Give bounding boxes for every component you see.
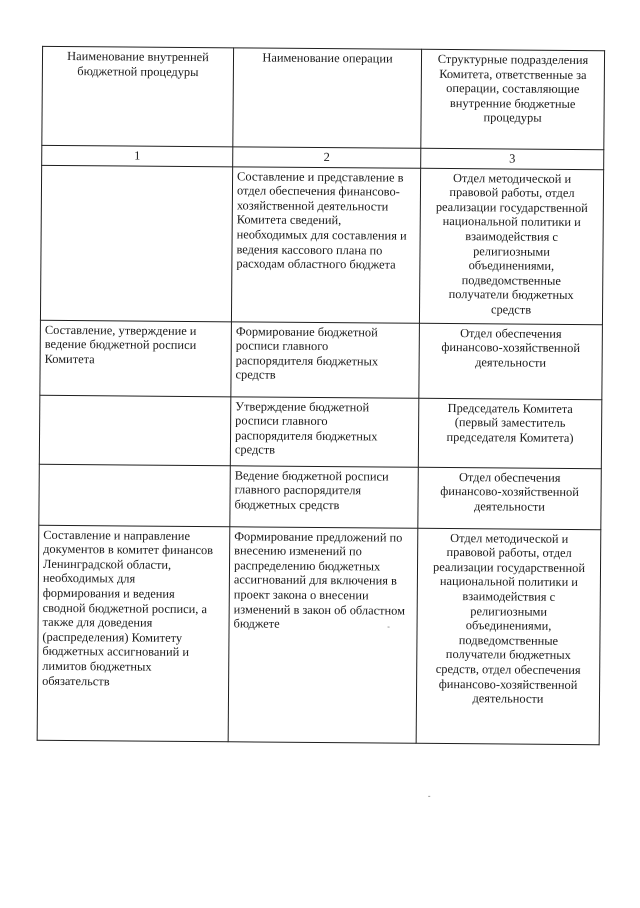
operation-cell xyxy=(230,465,418,527)
units-text: Отдел обеспечения финансово-хозяйственной деятельности xyxy=(440,469,579,514)
procedure-text: Составление и направление документов в комитет финансов Ленинградской области, необходимых для формирования и ведения сводной бюджетной росписи, а также для доведения (распределения) Комитету бюджетных ассигнований и лимитов бюджетных обязательств xyxy=(42,527,214,688)
units-text: Председатель Комитета (первый заместитель председателя Комитета) xyxy=(446,400,574,445)
table-header-row xyxy=(42,46,605,149)
procedure-cell xyxy=(37,525,230,741)
column-number-3: 3 xyxy=(421,148,604,169)
column-number-1: 1 xyxy=(42,145,233,166)
operation-text: Формирование предложений по внесению изменений по распределению бюджетных ассигнований для включения в проект закона о внесении изменений в закон об областном бюджете xyxy=(233,528,406,631)
header-units-text: Структурные подразделения Комитета, ответственные за операции, составляющие внутренние бюджетные процедуры xyxy=(437,51,589,126)
table-row xyxy=(40,165,603,324)
operation-cell xyxy=(231,166,420,322)
scan-speck xyxy=(428,796,430,797)
header-procedure-text: Наименование внутренней бюджетной процедуры xyxy=(67,49,209,79)
header-operation xyxy=(233,48,422,148)
units-cell xyxy=(418,467,601,529)
operation-text: Утверждение бюджетной росписи главного распорядителя бюджетных средств xyxy=(234,398,378,458)
units-text: Отдел методической и правовой работы, отдел реализации государственной национальной политики и взаимодействия с религиозными объединениями, подведомственные получатели бюджетных средств, отдел обеспечения финансово-хозяйственной деятельности xyxy=(432,530,586,706)
units-cell xyxy=(419,323,603,399)
table-row xyxy=(37,525,601,744)
table-row xyxy=(40,320,603,399)
units-text: Отдел обеспечения финансово-хозяйственной деятельности xyxy=(441,325,581,370)
units-cell xyxy=(416,528,601,744)
operation-cell xyxy=(230,396,419,466)
operation-cell xyxy=(231,321,420,397)
budget-procedures-table xyxy=(37,46,605,745)
operation-text: Составление и представление в отдел обеспечения финансово- хозяйственной деятельности Комитета сведений, необходимых для составления и ведения кассового плана по расходам областного бюджета xyxy=(236,168,407,272)
scan-speck xyxy=(388,627,390,628)
header-procedure xyxy=(42,46,234,146)
operation-text: Ведение бюджетной росписи главного распорядителя бюджетных средств xyxy=(234,467,389,512)
procedure-cell xyxy=(39,464,230,526)
procedure-text: Составление, утверждение и ведение бюджетной росписи Комитета xyxy=(44,322,197,367)
units-text: Отдел методической и правовой работы, отдел реализации государственной национальной политики и взаимодействия с религиозными объединениями, подведомственные получатели бюджетных средств xyxy=(435,170,588,317)
table-row xyxy=(39,464,601,529)
operation-text: Формирование бюджетной росписи главного распорядителя бюджетных средств xyxy=(235,323,379,383)
procedure-cell xyxy=(40,165,232,321)
units-cell xyxy=(418,398,602,468)
header-operation-text: Наименование операции xyxy=(262,50,393,66)
units-cell xyxy=(419,168,603,324)
column-number-2: 2 xyxy=(233,147,421,168)
table-row xyxy=(39,395,602,468)
procedure-cell xyxy=(40,320,232,396)
header-units xyxy=(421,49,605,149)
operation-cell xyxy=(228,526,418,742)
procedure-cell xyxy=(39,395,231,465)
